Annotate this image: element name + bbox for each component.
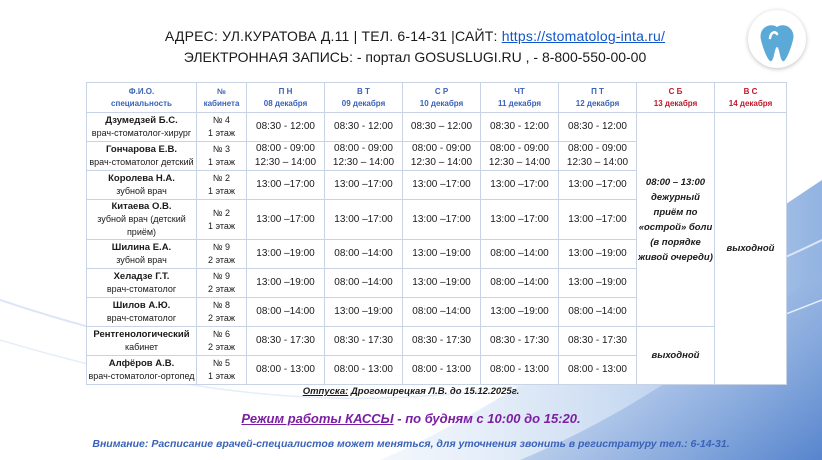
time-range: 08:00 –14:00 (256, 306, 315, 317)
address-line (120, 28, 710, 44)
cabinet-floor: 2 этаж (208, 342, 235, 352)
schedule-table (86, 82, 787, 385)
time-range: 08:00 - 13:00 (334, 364, 393, 375)
time-range: 08:00 - 09:00 (490, 143, 549, 154)
sunday-off-cell: выходной (715, 113, 787, 385)
doctor-cell (87, 200, 197, 240)
date-label: 09 декабря (341, 98, 386, 108)
doctor-name: Королева Н.А. (108, 173, 175, 184)
time-cell (247, 200, 325, 240)
day-label: П Т (591, 86, 604, 96)
time-range: 13:00 –19:00 (490, 306, 549, 317)
header (120, 28, 710, 65)
saturday-off-cell: выходной (637, 327, 715, 385)
time-range: 08:00 - 13:00 (256, 364, 315, 375)
cabinet-cell (197, 269, 247, 298)
time-range: 12:30 – 14:00 (332, 157, 395, 168)
col-header-thu (481, 83, 559, 113)
cabinet-number: № 3 (212, 144, 231, 154)
cabinet-floor: 1 этаж (208, 157, 235, 167)
cabinet-cell (197, 356, 247, 385)
time-cell (559, 142, 637, 171)
time-range: 13:00 –17:00 (256, 179, 315, 190)
time-cell (559, 269, 637, 298)
time-cell (403, 142, 481, 171)
time-cell (403, 327, 481, 356)
doctor-specialty: врач-стоматолог детский (89, 157, 194, 167)
time-cell (481, 298, 559, 327)
cabinet-cell (197, 200, 247, 240)
doctor-name: Рентгенологический (93, 329, 190, 340)
doctor-name: Алфёров А.В. (108, 358, 175, 369)
day-label: В С (743, 86, 758, 96)
time-cell (403, 356, 481, 385)
time-cell (481, 113, 559, 142)
time-range: 08:00 - 09:00 (256, 143, 315, 154)
time-cell (325, 327, 403, 356)
time-range: 08:00 –14:00 (490, 277, 549, 288)
time-cell (247, 298, 325, 327)
time-cell (247, 171, 325, 200)
time-range: 13:00 –17:00 (334, 213, 393, 225)
time-cell (403, 171, 481, 200)
time-range: 13:00 –17:00 (334, 179, 393, 190)
time-range: 08:00 –14:00 (334, 248, 393, 259)
time-range: 08:30 - 12:00 (256, 121, 315, 132)
cashier-hours (0, 411, 822, 426)
cabinet-number: № 6 (212, 329, 231, 339)
table-row (87, 327, 787, 356)
col-cab-line1: № (217, 86, 226, 96)
time-cell (559, 240, 637, 269)
col-header-fri (559, 83, 637, 113)
doctor-name: Шилов А.Ю. (112, 300, 171, 311)
time-cell (559, 200, 637, 240)
time-range: 08:30 - 17:30 (412, 335, 471, 346)
time-cell (559, 113, 637, 142)
time-range: 13:00 –19:00 (568, 248, 627, 259)
time-range: 08:30 - 12:00 (334, 121, 393, 132)
time-cell (481, 269, 559, 298)
date-label: 08 декабря (263, 98, 308, 108)
cabinet-number: № 9 (212, 242, 231, 252)
time-range: 12:30 – 14:00 (254, 157, 317, 168)
doctor-name: Хеладзе Г.Т. (113, 271, 170, 282)
time-range: 13:00 –17:00 (412, 179, 471, 190)
doctor-name: Дзумедзей Б.С. (105, 115, 178, 126)
cabinet-cell (197, 240, 247, 269)
cabinet-floor: 2 этаж (208, 313, 235, 323)
cabinet-number: № 2 (212, 173, 231, 183)
doctor-cell (87, 142, 197, 171)
time-range: 08:00 - 09:00 (334, 143, 393, 154)
time-cell (247, 113, 325, 142)
time-range: 13:00 –17:00 (412, 213, 471, 225)
cabinet-number: № 4 (212, 115, 231, 125)
saturday-duty-cell: 08:00 – 13:00 дежурный приём по «острой» боли (в порядке живой очереди) (637, 113, 715, 327)
time-range: 08:00 - 13:00 (412, 364, 471, 375)
doctor-cell (87, 240, 197, 269)
doctor-specialty: врач-стоматолог (106, 284, 177, 294)
time-cell (247, 269, 325, 298)
day-label: С Р (434, 86, 449, 96)
time-cell (403, 269, 481, 298)
attention-note: Внимание: Расписание врачей-специалистов может меняться, для уточнения звонить в регистратуру тел.: 6-14-31. (92, 438, 730, 450)
time-cell (403, 240, 481, 269)
time-cell (325, 142, 403, 171)
time-cell (325, 113, 403, 142)
time-range: 13:00 –17:00 (568, 179, 627, 190)
time-range: 13:00 –17:00 (490, 179, 549, 190)
time-range: 13:00 –17:00 (490, 213, 549, 225)
cashier-label: Режим работы КАССЫ (241, 411, 394, 426)
time-range: 13:00 –19:00 (412, 248, 471, 259)
time-cell (559, 171, 637, 200)
time-range: 08:00 –14:00 (412, 306, 471, 317)
doctor-name: Китаева О.В. (111, 201, 172, 212)
time-range: 12:30 – 14:00 (566, 157, 629, 168)
col-header-wed (403, 83, 481, 113)
table-row (87, 113, 787, 142)
time-range: 08:00 –14:00 (334, 277, 393, 288)
doctor-specialty: зубной врач (116, 255, 167, 265)
day-label: В Т (357, 86, 370, 96)
doctor-specialty: кабинет (124, 342, 159, 352)
cabinet-cell (197, 142, 247, 171)
cabinet-cell (197, 171, 247, 200)
table-header-row (87, 83, 787, 113)
time-cell (403, 113, 481, 142)
time-cell (481, 142, 559, 171)
time-cell (481, 171, 559, 200)
time-cell (247, 327, 325, 356)
booking-line: ЭЛЕКТРОННАЯ ЗАПИСЬ: - портал GOSUSLUGI.RU , - 8-800-550-00-00 (183, 49, 647, 65)
doctor-cell (87, 356, 197, 385)
vacation-line (0, 386, 822, 397)
doctor-cell (87, 298, 197, 327)
cabinet-cell (197, 327, 247, 356)
col-name-line2: специальность (111, 98, 172, 108)
cabinet-floor: 2 этаж (208, 284, 235, 294)
vacation-text: Дрогомирецкая Л.В. до 15.12.2025г. (348, 386, 520, 397)
time-range: 12:30 – 14:00 (410, 157, 473, 168)
cabinet-floor: 2 этаж (208, 255, 235, 265)
time-range: 13:00 –17:00 (568, 213, 627, 225)
time-cell (325, 356, 403, 385)
doctor-cell (87, 327, 197, 356)
cashier-text: - по будням с 10:00 до 15:20. (393, 411, 581, 426)
time-cell (325, 298, 403, 327)
doctor-specialty: врач-стоматолог-ортопед (88, 371, 195, 381)
time-cell (247, 142, 325, 171)
time-range: 13:00 –19:00 (412, 277, 471, 288)
doctor-specialty: врач-стоматолог-хирург (91, 128, 192, 138)
doctor-specialty: зубной врач (116, 186, 167, 196)
doctor-specialty: зубной врач (детский приём) (97, 214, 186, 237)
time-range: 13:00 –17:00 (256, 213, 315, 225)
time-cell (247, 356, 325, 385)
time-range: 08:30 - 17:30 (568, 335, 627, 346)
time-cell (325, 240, 403, 269)
date-label: 11 декабря (497, 98, 542, 108)
time-cell (403, 298, 481, 327)
cabinet-floor: 1 этаж (208, 186, 235, 196)
time-range: 08:00 - 13:00 (490, 364, 549, 375)
time-cell (481, 356, 559, 385)
doctor-cell (87, 171, 197, 200)
col-header-name (87, 83, 197, 113)
time-cell (481, 200, 559, 240)
site-link[interactable]: https://stomatolog-inta.ru/ (501, 28, 666, 44)
date-label: 13 декабря (653, 98, 698, 108)
cabinet-number: № 2 (212, 207, 231, 218)
cabinet-number: № 5 (212, 358, 231, 368)
time-range: 08:30 – 12:00 (410, 121, 473, 132)
day-label: ЧТ (514, 86, 525, 96)
time-range: 08:30 - 17:30 (334, 335, 393, 346)
col-header-sun (715, 83, 787, 113)
time-range: 08:30 - 12:00 (568, 121, 627, 132)
vacation-label: Отпуска: (302, 386, 349, 397)
time-cell (403, 200, 481, 240)
doctor-name: Гончарова Е.В. (106, 144, 177, 155)
doctor-specialty: врач-стоматолог (106, 313, 177, 323)
cabinet-number: № 9 (212, 271, 231, 281)
time-cell (325, 269, 403, 298)
time-range: 13:00 –19:00 (256, 248, 315, 259)
time-range: 08:00 - 13:00 (568, 364, 627, 375)
address-text: АДРЕС: УЛ.КУРАТОВА Д.11 | ТЕЛ. 6-14-31 |САЙТ: (164, 28, 502, 44)
date-label: 12 декабря (575, 98, 620, 108)
col-header-cabinet (197, 83, 247, 113)
cabinet-cell (197, 113, 247, 142)
time-cell (559, 327, 637, 356)
day-label: С Б (668, 86, 683, 96)
col-cab-line2: кабинета (203, 98, 240, 108)
day-label: П Н (278, 86, 293, 96)
time-cell (559, 298, 637, 327)
col-header-mon (247, 83, 325, 113)
time-range: 12:30 – 14:00 (488, 157, 551, 168)
date-label: 14 декабря (728, 98, 773, 108)
time-range: 08:00 - 09:00 (412, 143, 471, 154)
date-label: 10 декабря (419, 98, 464, 108)
time-cell (247, 240, 325, 269)
col-header-sat (637, 83, 715, 113)
time-range: 08:00 –14:00 (568, 306, 627, 317)
time-range: 13:00 –19:00 (256, 277, 315, 288)
time-range: 08:30 - 17:30 (256, 335, 315, 346)
cabinet-number: № 8 (212, 300, 231, 310)
cabinet-floor: 1 этаж (208, 371, 235, 381)
cabinet-floor: 1 этаж (208, 128, 235, 138)
doctor-name: Шилина Е.А. (111, 242, 172, 253)
time-range: 13:00 –19:00 (334, 306, 393, 317)
tooth-logo (748, 10, 806, 68)
time-cell (481, 327, 559, 356)
col-name-line1: Ф.И.О. (128, 86, 155, 96)
cabinet-cell (197, 298, 247, 327)
time-range: 08:30 - 17:30 (490, 335, 549, 346)
time-range: 08:00 –14:00 (490, 248, 549, 259)
time-range: 13:00 –19:00 (568, 277, 627, 288)
time-cell (325, 200, 403, 240)
doctor-cell (87, 269, 197, 298)
time-range: 08:30 - 12:00 (490, 121, 549, 132)
time-cell (559, 356, 637, 385)
time-cell (481, 240, 559, 269)
col-header-tue (325, 83, 403, 113)
time-cell (325, 171, 403, 200)
cabinet-floor: 1 этаж (208, 220, 235, 231)
time-range: 08:00 - 09:00 (568, 143, 627, 154)
doctor-cell (87, 113, 197, 142)
